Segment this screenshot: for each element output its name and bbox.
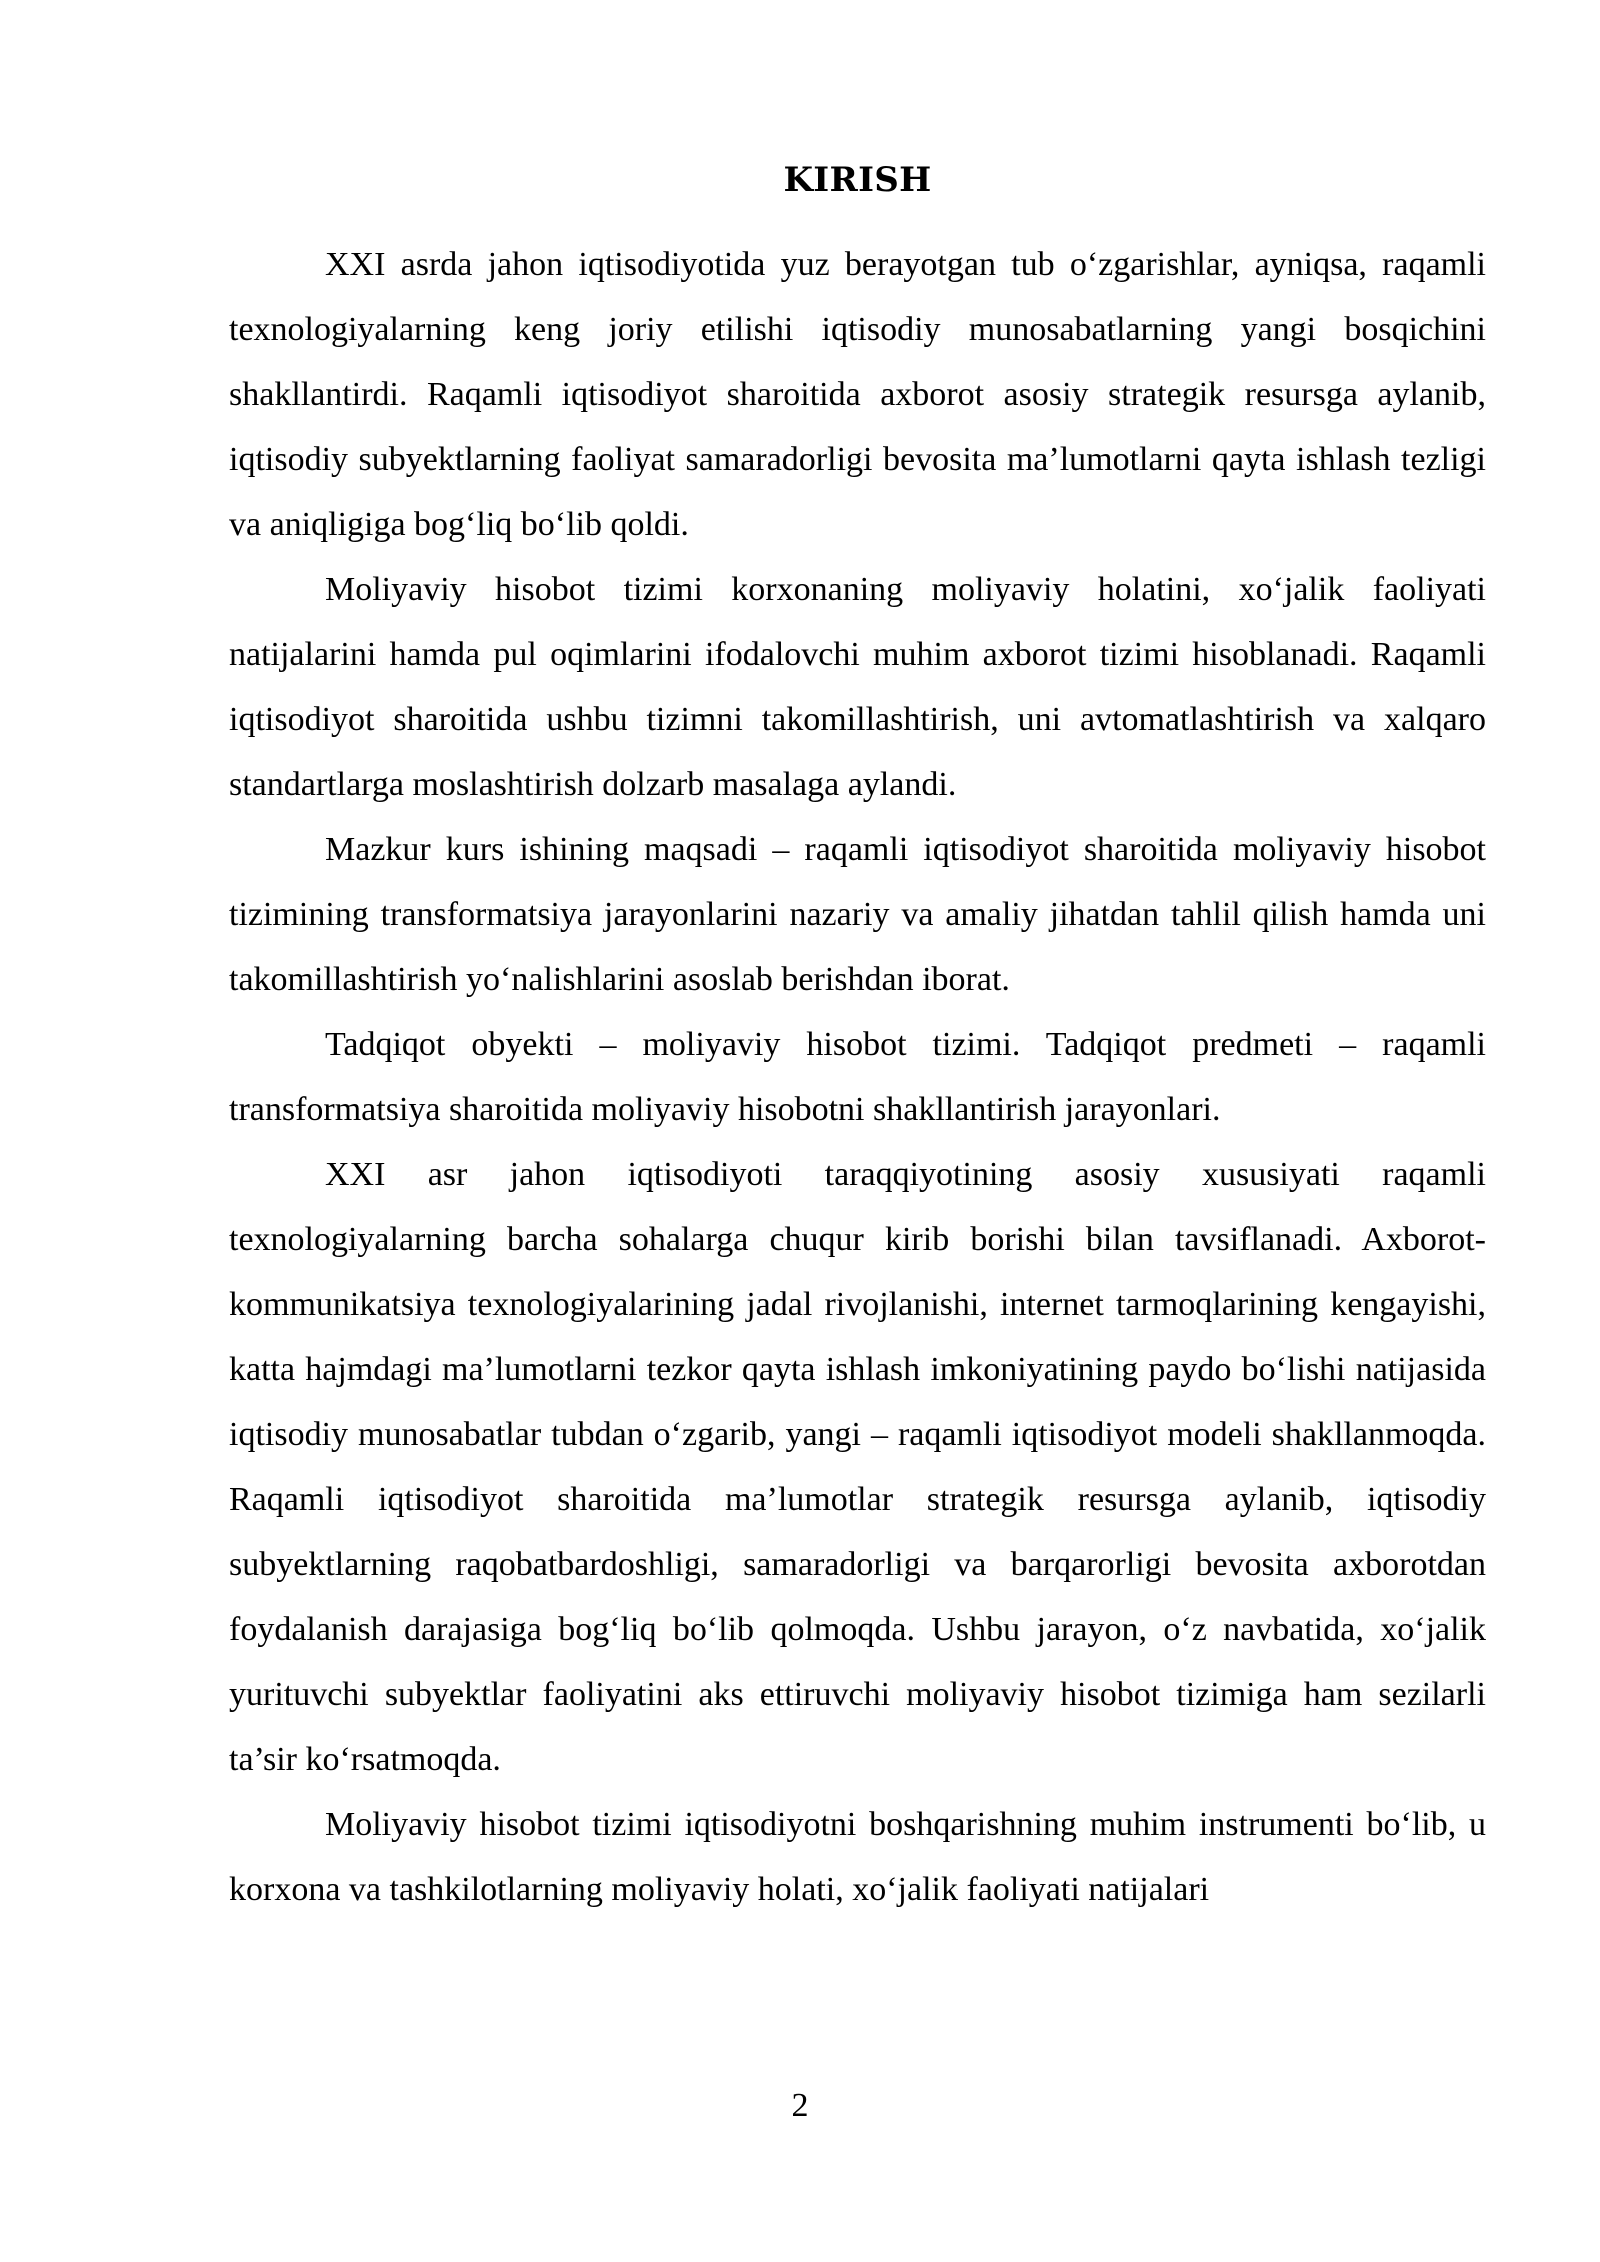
paragraph-2: Moliyaviy hisobot tizimi korxonaning moliyaviy holatini, xo‘jalik faoliyati natijalarini hamda pul oqimlarini ifodalovchi muhim axborot tizimi hisoblanadi. Raqamli iqtisodiyot sharoitida ushbu tizimni takomillashtirish, uni avtomatlashtirish va xalqaro standartlarga moslashtirish dolzarb masalaga aylandi. bbox=[229, 571, 1486, 803]
paragraph-1: XXI asrda jahon iqtisodiyotida yuz berayotgan tub o‘zgarishlar, ayniqsa, raqamli texnologiyalarning keng joriy etilishi iqtisodiy munosabatlarning yangi bosqichini shakllantirdi. Raqamli iqtisodiyot sharoitida axborot asosiy strategik resursga aylanib, iqtisodiy subyektlarning faoliyat samaradorligi bevosita ma’lumotlarni qayta ishlash tezligi va aniqligiga bog‘liq bo‘lib qoldi. bbox=[229, 246, 1486, 543]
paragraph-6: Moliyaviy hisobot tizimi iqtisodiyotni boshqarishning muhim instrumenti bo‘lib, u korxona va tashkilotlarning moliyaviy holati, xo‘jalik faoliyati natijalari bbox=[229, 1806, 1486, 1908]
paragraph-3: Mazkur kurs ishining maqsadi – raqamli iqtisodiyot sharoitida moliyaviy hisobot tizimining transformatsiya jarayonlarini nazariy va amaliy jihatdan tahlil qilish hamda uni takomillashtirish yo‘nalishlarini asoslab berishdan iborat. bbox=[229, 831, 1486, 998]
paragraph-5: XXI asr jahon iqtisodiyoti taraqqiyotining asosiy xususiyati raqamli texnologiyalarning barcha sohalarga chuqur kirib borishi bilan tavsiflanadi. Axborot-kommunikatsiya texnologiyalarining jadal rivojlanishi, internet tarmoqlarining kengayishi, katta hajmdagi ma’lumotlarni tezkor qayta ishlash imkoniyatining paydo bo‘lishi natijasida iqtisodiy munosabatlar tubdan o‘zgarib, yangi – raqamli iqtisodiyot modeli shakllanmoqda. Raqamli iqtisodiyot sharoitida ma’lumotlar strategik resursga aylanib, iqtisodiy subyektlarning raqobatbardoshligi, samaradorligi va barqarorligi bevosita axborotdan foydalanish darajasiga bog‘liq bo‘lib qolmoqda. Ushbu jarayon, o‘z navbatida, xo‘jalik yurituvchi subyektlar faoliyatini aks ettiruvchi moliyaviy hisobot tizimiga ham sezilarli ta’sir ko‘rsatmoqda. bbox=[229, 1156, 1486, 1778]
page-number: 2 bbox=[791, 2087, 809, 2124]
paragraph-4: Tadqiqot obyekti – moliyaviy hisobot tizimi. Tadqiqot predmeti – raqamli transformatsiya sharoitida moliyaviy hisobotni shakllantirish jarayonlari. bbox=[229, 1026, 1486, 1128]
body-text bbox=[229, 232, 1486, 1922]
section-heading: KIRISH bbox=[783, 160, 932, 200]
